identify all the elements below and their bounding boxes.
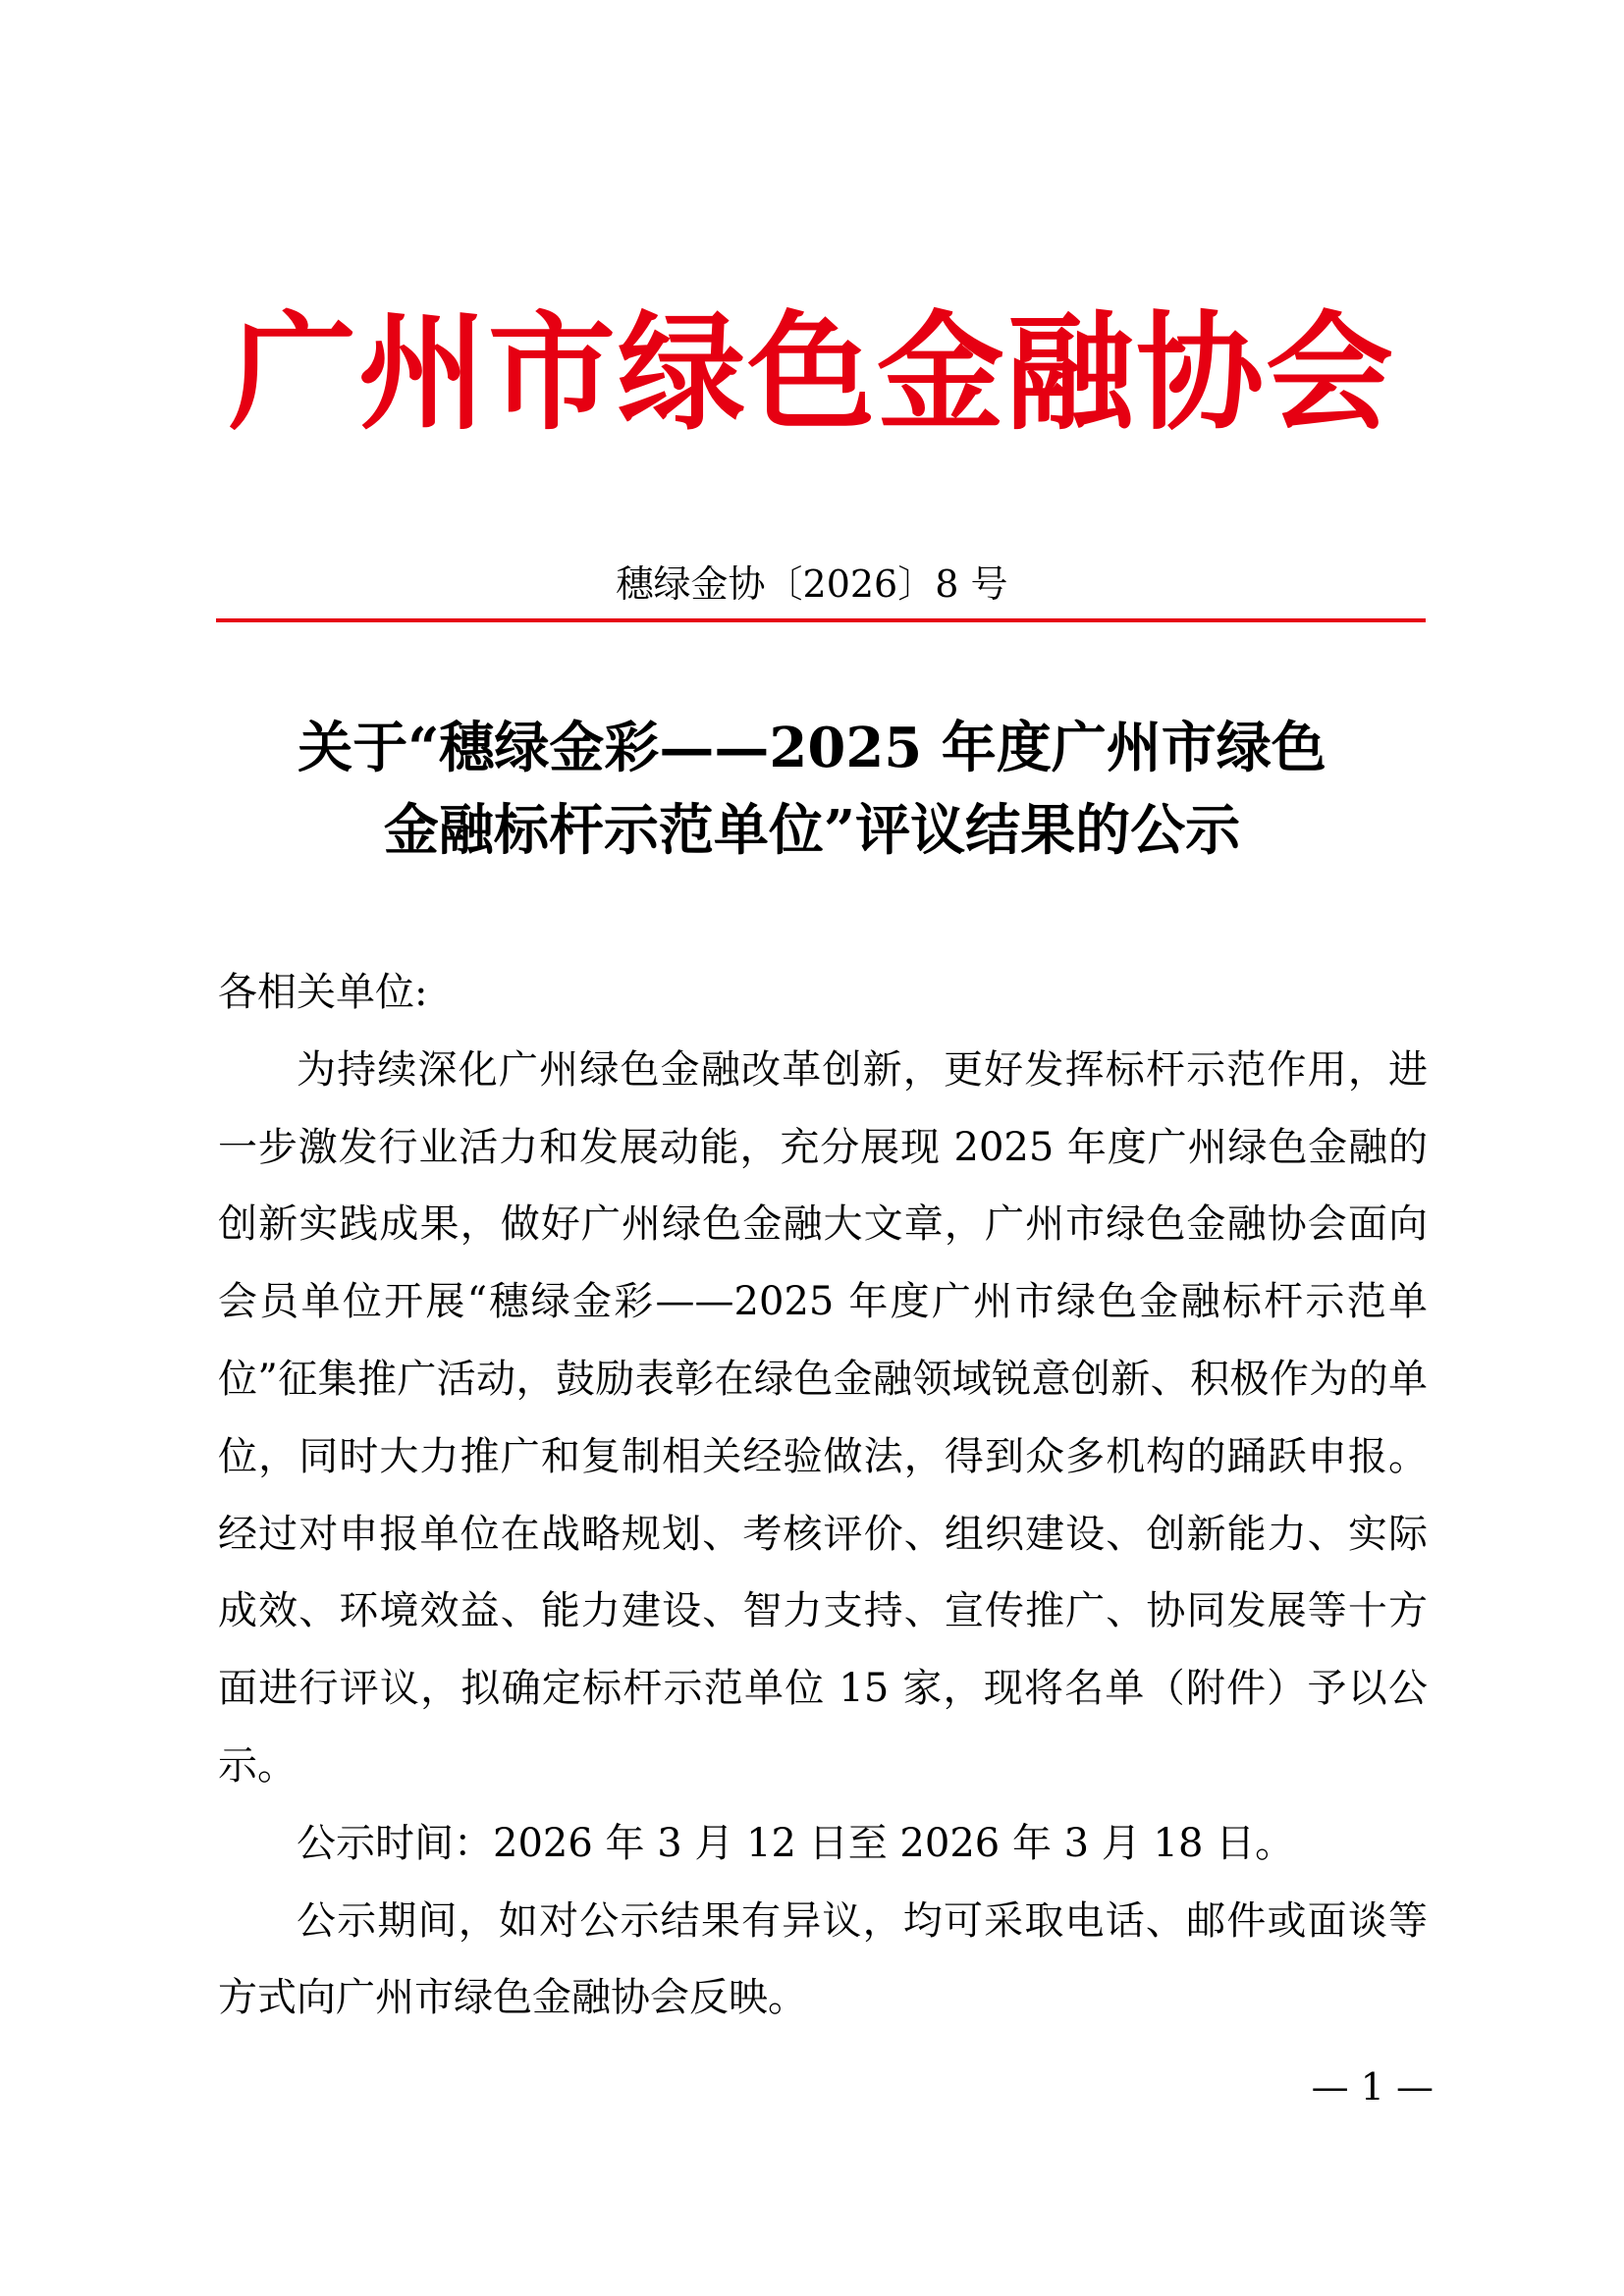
notice-body: [218, 954, 1428, 2037]
salutation: 各相关单位:: [218, 970, 428, 1015]
notice-title-line-2: 金融标杆示范单位”评议结果的公示: [383, 798, 1241, 863]
page-number: — 1 —: [1311, 2065, 1434, 2109]
document-number: 穗绿金协〔2026〕8 号: [616, 562, 1008, 606]
notice-title-line-1: 关于“穗绿金彩——2025 年度广州市绿色: [298, 716, 1326, 780]
notice-title: [157, 707, 1467, 872]
body-paragraph-3: 公示期间，如对公示结果有异议，均可采取电话、邮件或面谈等方式向广州市绿色金融协会反映。: [218, 1897, 1428, 2021]
body-paragraph-2: 公示时间：2026 年 3 月 12 日至 2026 年 3 月 18 日。: [297, 1820, 1295, 1866]
organization-title: 广州市绿色金融协会: [228, 298, 1395, 448]
red-divider: [216, 618, 1426, 622]
body-paragraph-1: 为持续深化广州绿色金融改革创新，更好发挥标杆示范作用，进一步激发行业活力和发展动能，充分展现 2025 年度广州绿色金融的创新实践成果，做好广州绿色金融大文章，广州市绿色金融协会面向会员单位开展“穗绿金彩——2025 年度广州市绿色金融标杆示范单位”征集推广活动，鼓励表彰在绿色金融领域锐意创新、积极作为的单位，同时大力推广和复制相关经验做法，得到众多机构的踊跃申报。经过对申报单位在战略规划、考核评价、组织建设、创新能力、实际成效、环境效益、能力建设、智力支持、宣传推广、协同发展等十方面进行评议，拟确定标杆示范单位 15 家，现将名单（附件）予以公示。: [218, 1046, 1428, 1789]
